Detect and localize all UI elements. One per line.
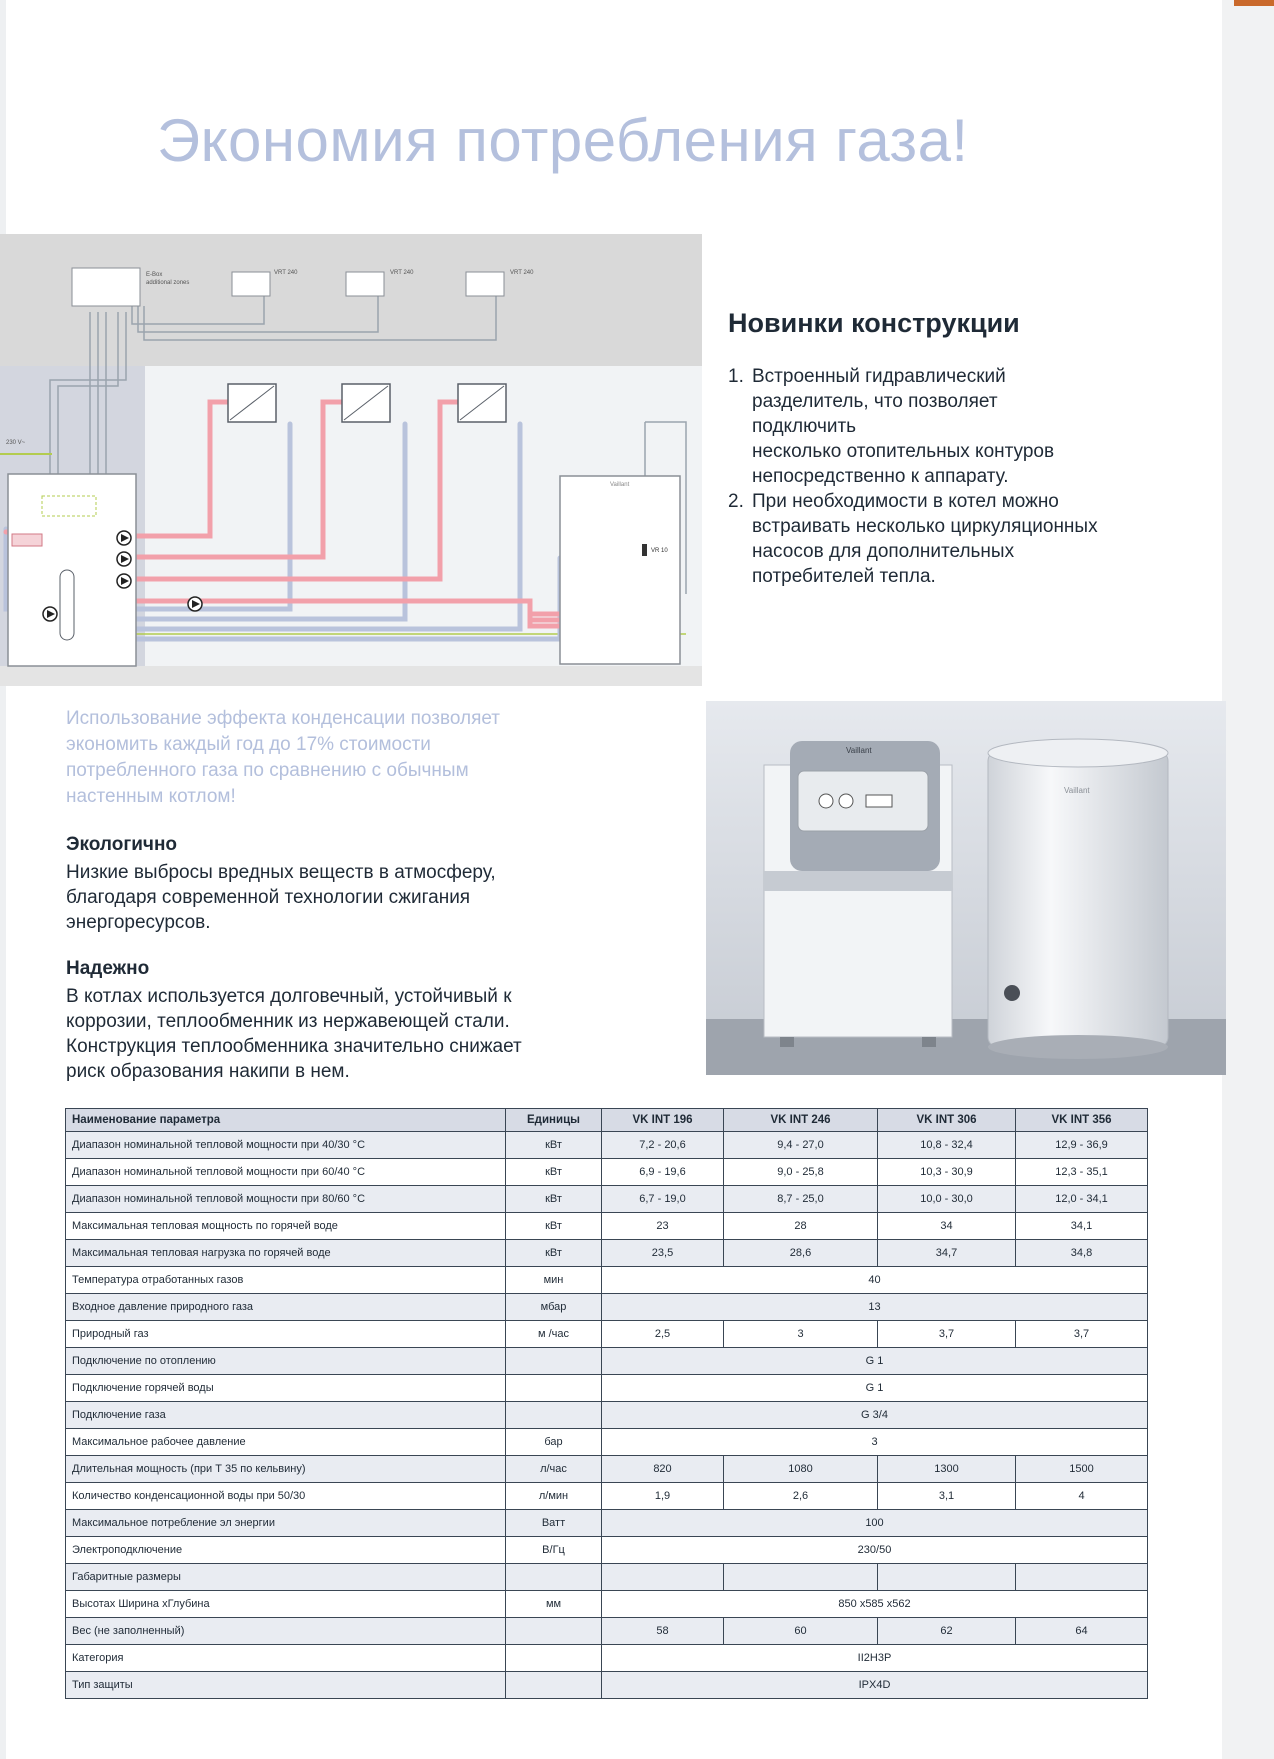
table-cell: Температура отработанных газов — [66, 1267, 506, 1294]
table-cell — [506, 1402, 602, 1429]
reliable-heading: Надежно — [66, 958, 150, 979]
table-cell — [1016, 1564, 1148, 1591]
svg-text:E-Box: E-Box — [146, 272, 163, 278]
table-cell: 34 — [878, 1213, 1016, 1240]
svg-text:VRT 240: VRT 240 — [390, 270, 414, 276]
product-photo — [706, 701, 1226, 1075]
table-row — [66, 1537, 1148, 1564]
table-cell: 10,8 - 32,4 — [878, 1132, 1016, 1159]
table-cell: Диапазон номинальной тепловой мощности при 80/60 °С — [66, 1186, 506, 1213]
table-cell: кВт — [506, 1240, 602, 1267]
table-cell: Ватт — [506, 1510, 602, 1537]
spec-table — [65, 1108, 1148, 1699]
svg-text:Vaillant: Vaillant — [610, 482, 630, 488]
feature-item: 2. При необходимости в котел можно встраивать несколько циркуляционных насосов для дополнительных потребителей тепла. — [728, 491, 1098, 587]
reliable-text: В котлах используется долговечный, устойчивый к коррозии, теплообменник из нержавеющей стали. Конструкция теплообменника значительно снижает риск образования накипи в нем. — [66, 986, 522, 1082]
column-header: VK INT 356 — [1016, 1109, 1148, 1132]
table-cell: G 1 — [602, 1375, 1148, 1402]
table-cell: 23 — [602, 1213, 724, 1240]
table-cell: 9,4 - 27,0 — [724, 1132, 878, 1159]
table-cell — [506, 1348, 602, 1375]
table-header-row — [66, 1109, 1148, 1132]
table-cell: 64 — [1016, 1618, 1148, 1645]
table-cell: Входное давление природного газа — [66, 1294, 506, 1321]
table-cell: 10,0 - 30,0 — [878, 1186, 1016, 1213]
table-cell: 8,7 - 25,0 — [724, 1186, 878, 1213]
table-cell: 3 — [724, 1321, 878, 1348]
table-cell: л/мин — [506, 1483, 602, 1510]
table-cell — [878, 1564, 1016, 1591]
table-cell: G 3/4 — [602, 1402, 1148, 1429]
table-row — [66, 1510, 1148, 1537]
table-cell: Высотах Ширина хГлубина — [66, 1591, 506, 1618]
table-cell: 3,7 — [1016, 1321, 1148, 1348]
table-row — [66, 1402, 1148, 1429]
table-cell: 2,5 — [602, 1321, 724, 1348]
table-cell: 2,6 — [724, 1483, 878, 1510]
table-cell: G 1 — [602, 1348, 1148, 1375]
column-header: Единицы — [506, 1109, 602, 1132]
table-cell: кВт — [506, 1213, 602, 1240]
table-cell: Диапазон номинальной тепловой мощности при 60/40 °С — [66, 1159, 506, 1186]
table-cell — [506, 1375, 602, 1402]
table-row — [66, 1267, 1148, 1294]
table-cell: 1500 — [1016, 1456, 1148, 1483]
table-cell: 13 — [602, 1294, 1148, 1321]
table-cell: 1080 — [724, 1456, 878, 1483]
table-cell: Максимальное рабочее давление — [66, 1429, 506, 1456]
table-cell: Тип защиты — [66, 1672, 506, 1699]
table-cell: 34,8 — [1016, 1240, 1148, 1267]
table-cell: 23,5 — [602, 1240, 724, 1267]
table-cell: Максимальное потребление эл энергии — [66, 1510, 506, 1537]
table-cell: Длительная мощность (при Т 35 по кельвину) — [66, 1456, 506, 1483]
table-cell: м /час — [506, 1321, 602, 1348]
table-row — [66, 1456, 1148, 1483]
table-cell: Диапазон номинальной тепловой мощности при 40/30 °С — [66, 1132, 506, 1159]
table-cell: 3,1 — [878, 1483, 1016, 1510]
table-cell: 1,9 — [602, 1483, 724, 1510]
table-cell: 12,9 - 36,9 — [1016, 1132, 1148, 1159]
table-cell: 100 — [602, 1510, 1148, 1537]
table-cell: 60 — [724, 1618, 878, 1645]
table-cell: 3 — [602, 1429, 1148, 1456]
table-row — [66, 1645, 1148, 1672]
table-cell: 6,9 - 19,6 — [602, 1159, 724, 1186]
table-row — [66, 1294, 1148, 1321]
table-cell: 4 — [1016, 1483, 1148, 1510]
table-cell: мм — [506, 1591, 602, 1618]
table-cell: Максимальная тепловая мощность по горячей воде — [66, 1213, 506, 1240]
table-cell: Подключение горячей воды — [66, 1375, 506, 1402]
table-cell: 3,7 — [878, 1321, 1016, 1348]
table-cell — [506, 1564, 602, 1591]
table-cell: II2H3P — [602, 1645, 1148, 1672]
table-cell: мбар — [506, 1294, 602, 1321]
table-cell — [506, 1618, 602, 1645]
table-cell: 34,7 — [878, 1240, 1016, 1267]
eco-text: Низкие выбросы вредных веществ в атмосферу, благодаря современной технологии сжигания энергоресурсов. — [66, 862, 496, 933]
table-cell: Подключение по отоплению — [66, 1348, 506, 1375]
table-cell — [724, 1564, 878, 1591]
table-cell: Категория — [66, 1645, 506, 1672]
svg-text:Vaillant: Vaillant — [1064, 786, 1090, 795]
table-cell: IPX4D — [602, 1672, 1148, 1699]
table-cell: Вес (не заполненный) — [66, 1618, 506, 1645]
table-cell: 12,0 - 34,1 — [1016, 1186, 1148, 1213]
svg-text:additional zones: additional zones — [146, 280, 190, 286]
table-cell: 28,6 — [724, 1240, 878, 1267]
svg-text:VRT 240: VRT 240 — [510, 270, 534, 276]
eco-heading: Экологично — [66, 834, 178, 855]
svg-text:230 V~: 230 V~ — [6, 440, 26, 446]
table-cell: 820 — [602, 1456, 724, 1483]
table-cell: Максимальная тепловая нагрузка по горячей воде — [66, 1240, 506, 1267]
table-cell: 9,0 - 25,8 — [724, 1159, 878, 1186]
table-row — [66, 1132, 1148, 1159]
svg-text:VRT 240: VRT 240 — [274, 270, 298, 276]
table-cell: 62 — [878, 1618, 1016, 1645]
table-cell — [506, 1672, 602, 1699]
table-cell: мин — [506, 1267, 602, 1294]
table-row — [66, 1186, 1148, 1213]
table-row — [66, 1483, 1148, 1510]
promo-text: Использование эффекта конденсации позволяет экономить каждый год до 17% стоимости потребленного газа по сравнению с обычным настенным котлом! — [66, 708, 501, 807]
table-row — [66, 1213, 1148, 1240]
table-cell: Природный газ — [66, 1321, 506, 1348]
table-cell: 34,1 — [1016, 1213, 1148, 1240]
page-title: Экономия потребления газа! — [157, 107, 969, 174]
table-cell: Электроподключение — [66, 1537, 506, 1564]
table-cell — [506, 1645, 602, 1672]
table-cell: л/час — [506, 1456, 602, 1483]
table-cell: 12,3 - 35,1 — [1016, 1159, 1148, 1186]
page-edge-right — [1222, 0, 1274, 1759]
section-heading: Новинки конструкции — [728, 308, 1020, 338]
column-header: VK INT 306 — [878, 1109, 1016, 1132]
table-cell: 10,3 - 30,9 — [878, 1159, 1016, 1186]
table-cell: Подключение газа — [66, 1402, 506, 1429]
svg-text:VR 10: VR 10 — [651, 548, 668, 554]
table-cell: Габаритные размеры — [66, 1564, 506, 1591]
column-header: VK INT 246 — [724, 1109, 878, 1132]
table-cell: 850 x585 x562 — [602, 1591, 1148, 1618]
table-row — [66, 1564, 1148, 1591]
table-row — [66, 1591, 1148, 1618]
table-cell: 28 — [724, 1213, 878, 1240]
table-row — [66, 1159, 1148, 1186]
column-header: VK INT 196 — [602, 1109, 724, 1132]
table-cell: В/Гц — [506, 1537, 602, 1564]
table-cell: 230/50 — [602, 1537, 1148, 1564]
table-row — [66, 1672, 1148, 1699]
feature-item: 1. Встроенный гидравлический разделитель, что позволяет подключить несколько отопительных контуров непосредственно к аппарату. — [728, 366, 1055, 487]
table-row — [66, 1429, 1148, 1456]
table-cell: 6,7 - 19,0 — [602, 1186, 724, 1213]
table-row — [66, 1240, 1148, 1267]
table-row — [66, 1618, 1148, 1645]
table-row — [66, 1321, 1148, 1348]
column-header: Наименование параметра — [66, 1109, 506, 1132]
feature-list — [728, 364, 1168, 589]
table-cell: 40 — [602, 1267, 1148, 1294]
table-row — [66, 1375, 1148, 1402]
table-cell: бар — [506, 1429, 602, 1456]
table-cell: 58 — [602, 1618, 724, 1645]
table-row — [66, 1348, 1148, 1375]
svg-text:Vaillant: Vaillant — [846, 746, 872, 755]
table-cell: кВт — [506, 1132, 602, 1159]
corner-mark — [1234, 0, 1274, 6]
heating-system-diagram — [0, 234, 702, 686]
table-cell: 7,2 - 20,6 — [602, 1132, 724, 1159]
table-cell: кВт — [506, 1159, 602, 1186]
table-cell: 1300 — [878, 1456, 1016, 1483]
table-cell: кВт — [506, 1186, 602, 1213]
table-cell — [602, 1564, 724, 1591]
table-cell: Количество конденсационной воды при 50/30 — [66, 1483, 506, 1510]
